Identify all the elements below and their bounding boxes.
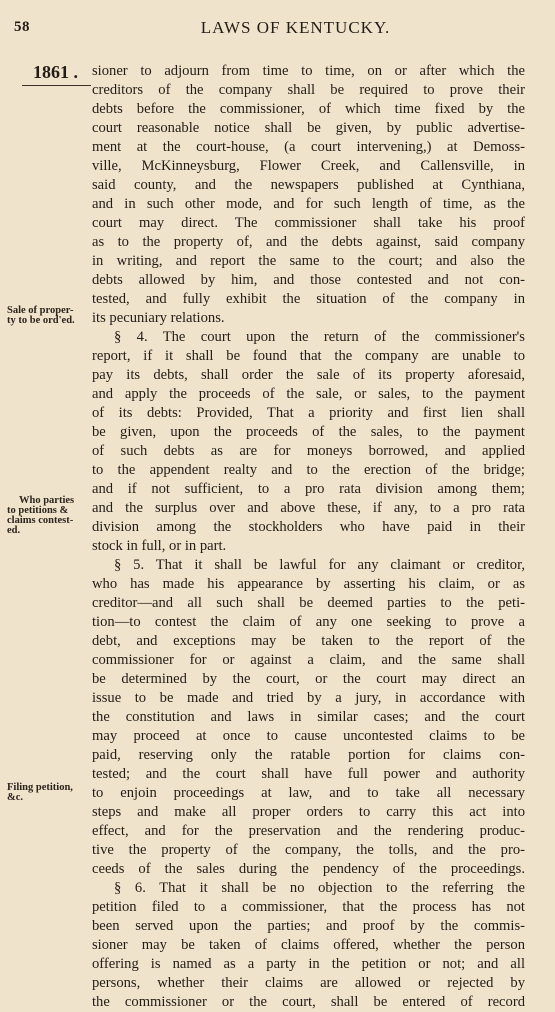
body-line: and the surplus over and above these, if any, to a pro rata <box>92 500 525 516</box>
body-line: report, if it shall be found that the company are unable to <box>92 348 525 364</box>
body-line: court may direct. The commissioner shall take his proof <box>92 215 525 231</box>
body-line: ceeds of the sales during the pendency of the proceedings. <box>92 861 525 877</box>
margin-note-sale-of-property <box>7 306 75 326</box>
body-line: and apply the proceeds of the sale, or sales, to the payment <box>92 386 525 402</box>
body-line: in writing, and report the same to the court; and also the <box>92 253 525 269</box>
body-line: debt, and exceptions may be taken to the report of the <box>92 633 525 649</box>
margin-note-who-parties <box>7 496 74 536</box>
body-line: sioner to adjourn from time to time, on or after which the <box>92 63 525 79</box>
body-line: tive the property of the company, the tolls, and the pro- <box>92 842 525 858</box>
body-text <box>92 62 525 1012</box>
page-number: 58 <box>14 19 30 35</box>
body-line: its pecuniary relations. <box>92 310 225 326</box>
section-5-first-line: § 5. That it shall be lawful for any claimant or creditor, <box>114 557 525 573</box>
body-line: commissioner for or against a claim, and the same shall <box>92 652 525 668</box>
margin-note-line: to petitions & <box>7 505 69 516</box>
body-line: effect, and for the preservation and the rendering produc- <box>92 823 525 839</box>
body-line: of such debts as are for moneys borrowed, and applied <box>92 443 525 459</box>
body-line: persons, whether their claims are allowed or rejected by <box>92 975 525 991</box>
body-line: issue to be made and tried by a jury, in accordance with <box>92 690 525 706</box>
body-line: debts allowed by him, and those contested and not con- <box>92 272 525 288</box>
body-line: be given, upon the proceeds of the sales, to the payment <box>92 424 525 440</box>
body-line: to enjoin proceedings at law, and to take all necessary <box>92 785 525 801</box>
body-line: may proceed at once to cause uncontested claims to be <box>92 728 525 744</box>
year-sidenote: 1861 . <box>33 62 78 82</box>
body-line: ment at the court-house, (a court intervening,) at Demoss- <box>92 139 525 155</box>
body-line: pay its debts, shall order the sale of its property aforesaid, <box>92 367 525 383</box>
body-line: debts before the commissioner, of which time fixed by the <box>92 101 525 117</box>
body-line: stock in full, or in part. <box>92 538 227 554</box>
body-line: paid, reserving only the ratable portion for claims con- <box>92 747 525 763</box>
body-line: as to the property of, and the debts against, said company <box>92 234 525 250</box>
body-line: creditor—and all such shall be deemed parties to the peti- <box>92 595 525 611</box>
body-line: and if not sufficient, to a pro rata division among them; <box>92 481 525 497</box>
body-line: ville, McKinneysburg, Flower Creek, and Callensville, in <box>92 158 525 174</box>
body-line: sioner may be taken of claims offered, whether the person <box>92 937 525 953</box>
year-rule <box>22 85 91 86</box>
running-head: LAWS OF KENTUCKY. <box>200 18 391 37</box>
body-line: to the appendent realty and to the erection of the bridge; <box>92 462 525 478</box>
body-line: who has made his appearance by asserting his claim, or as <box>92 576 525 592</box>
section-4-first-line: § 4. The court upon the return of the commissioner's <box>114 329 525 345</box>
margin-note-line: &c. <box>7 792 24 803</box>
body-line: offering is named as a party in the petition or not; and all <box>92 956 525 972</box>
body-line: been served upon the parties; and proof by the commis- <box>92 918 525 934</box>
body-line: court reasonable notice shall be given, by public advertise- <box>92 120 525 136</box>
body-line: the commissioner or the court, shall be entered of record <box>92 994 525 1010</box>
body-line: petition filed to a commissioner, that the process has not <box>92 899 525 915</box>
body-line: steps and make all proper orders to carry this act into <box>92 804 525 820</box>
body-line: tested, and fully exhibit the situation of the company in <box>92 291 525 307</box>
margin-note-filing-petition <box>7 783 73 803</box>
margin-note-line: ed. <box>7 525 21 536</box>
body-line: of its debts: Provided, That a priority and first lien shall <box>92 405 525 421</box>
body-line: creditors of the company shall be required to prove their <box>92 82 525 98</box>
body-line: be determined by the court, or the court may direct an <box>92 671 525 687</box>
body-line: said county, and the newspapers published at Cynthiana, <box>92 177 525 193</box>
body-line: tested; and the court shall have full power and authority <box>92 766 525 782</box>
body-line: the constitution and laws in similar cases; and the court <box>92 709 525 725</box>
margin-note-line: claims contest- <box>7 515 74 526</box>
margin-note-line: Sale of proper- <box>7 305 74 316</box>
body-line: tion—to contest the claim of any one seeking to prove a <box>92 614 525 630</box>
section-6-first-line: § 6. That it shall be no objection to the referring the <box>114 880 525 896</box>
margin-note-line: Who parties <box>19 495 75 506</box>
body-line: and in such other mode, and for such length of time, as the <box>92 196 525 212</box>
margin-note-line: ty to be ord'ed. <box>7 315 75 326</box>
margin-note-line: Filing petition, <box>7 782 73 793</box>
body-line: division among the stockholders who have paid in their <box>92 519 525 535</box>
